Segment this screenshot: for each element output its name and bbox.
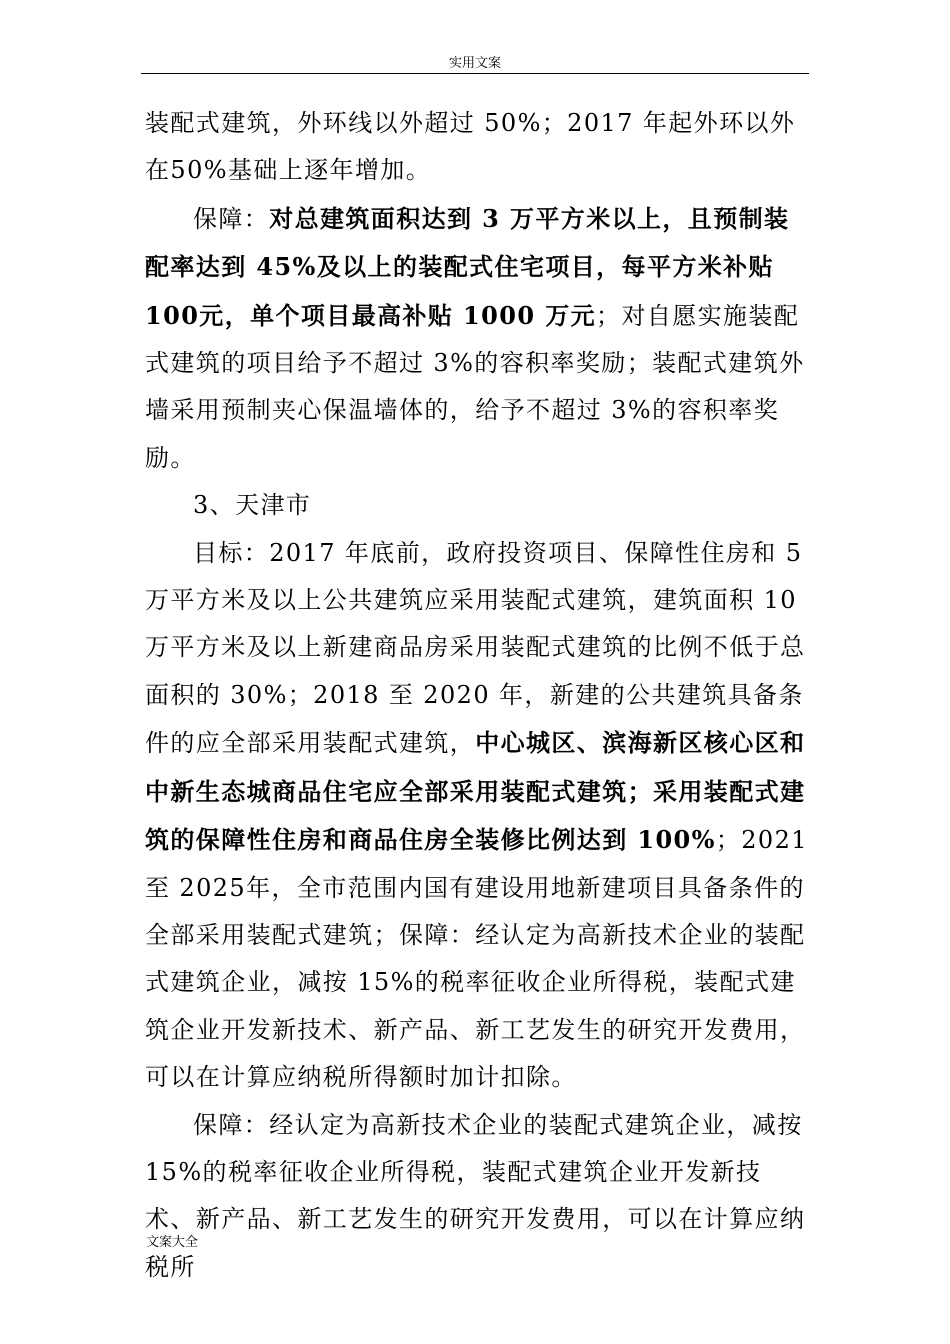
paragraph-tianjin-goals	[145, 530, 810, 1102]
page-header: 实用文案	[448, 56, 501, 71]
paragraph-beijing-guarantee	[145, 195, 810, 482]
guarantee-label: 保障：	[193, 204, 270, 233]
goals-rest-text: ；2021 至 2025年，全市范围内国有建设用地新建项目具备条件的全部采用装配式建筑；保障：经认定为高新技术企业的装配式建筑企业，减按 15%的税率征收企业所得税，装配式建筑企业开发新技术、新产品、新工艺发生的研究开发费用，可以在计算应纳税所得额时加计扣除。	[145, 826, 808, 1092]
page-footer: 文案大全	[146, 1235, 199, 1250]
header-rule	[141, 73, 809, 74]
guarantee-bold-text: 对总建筑面积达到 3 万平方米以上，且预制装配率达到 45%及以上的装配式住宅项目，每平方米补贴 100元，单个项目最高补贴 1000 万元	[145, 203, 790, 330]
goals-bold-text: 中心城区、滨海新区核心区和中新生态城商品住宅应全部采用装配式建筑；采用装配式建筑的保障性住房和商品住房全装修比例达到 100%	[145, 728, 806, 855]
paragraph-continued: 装配式建筑，外环线以外超过 50%；2017 年起外环以外在50%基础上逐年增加。	[145, 109, 796, 185]
goals-lead-text: 目标：2017 年底前，政府投资项目、保障性住房和 5 万平方米及以上公共建筑应采用装配式建筑，建筑面积 10 万平方米及以上新建商品房采用装配式建筑的比例不低于总面积的 30%；2018 至 2020 年，新建的公共建筑具备条件的应全部采用装配式建筑，	[145, 538, 806, 758]
section-heading-tianjin: 3、天津市	[193, 491, 312, 520]
paragraph-tianjin-guarantee: 保障：经认定为高新技术企业的装配式建筑企业，减按15%的税率征收企业所得税，装配式建筑企业开发新技术、新产品、新工艺发生的研究开发费用，可以在计算应纳税所	[145, 1110, 806, 1281]
document-body	[145, 100, 810, 1291]
guarantee-rest-text: ；对自愿实施装配式建筑的项目给予不超过 3%的容积率奖励；装配式建筑外墙采用预制夹心保温墙体的，给予不超过 3%的容积率奖励。	[145, 301, 805, 472]
